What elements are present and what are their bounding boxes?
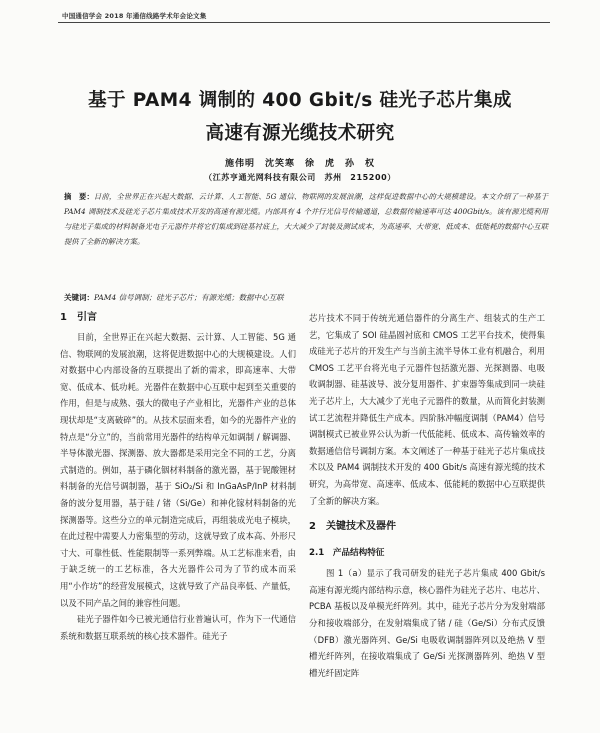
section-1-paragraph-1: 目前，全世界正在兴起大数据、云计算、人工智能、5G 通信、物联网的发展浪潮，这将促进数据中心的大规模建设。人们对数据中心内部设备的互联提出了新的需求，即高速率、大带宽、低成本、低功耗。光器件在数据中心互联中起到至关重要的作用，但是与成熟、强大的微电子产业相比，光器件产业的总体现状却是“支离破碎”的。从技术层面来看，如今的光器件产业的特点是“分立”的，当前常用光器件的结构单元如调制 / 解调器、半导体激光器、探测器、放大器都是采用完全不同的工艺，分离式制造的。例如，基于磷化铟材料制备的激光器，基于铌酸锂材料制备的光信号调制器，基于 SiO₂/Si 和 InGaAsP/InP 材料制备的波分复用器，基于硅 / 锗（Si/Ge）和神化镓材料制备的光探测器等。这些分立的单元制造完成后，再组装成光电子模块，在此过程中需要人力密集型的劳动，这就导致了成本高、外形尺寸大、可靠性低、性能限制等一系列弊端。从工艺标准来看，由于缺乏统一的工艺标准，各大光器件公司为了节约成本而采用“小作坊”的经营发展模式，这就导致了产品良率低、产量低，以及不同产品之间的兼容性问题。 (60, 332, 296, 608)
paper-title-line-2: 高速有源光缆技术研究 (205, 123, 395, 144)
keywords (64, 292, 548, 303)
paper-title-line-1: 基于 PAM4 调制的 400 Gbit/s 硅光子芯片集成 (88, 90, 512, 111)
section-1-paragraph-2: 硅光子器件如今已被光通信行业普遍认可，作为下一代通信系统和数据互联系统的核心技术器件。硅光子 (60, 614, 296, 641)
section-1-paragraph-continued: 芯片技术不同于传统光通信器件的分离生产、组装式的生产工艺，它集成了 SOI 硅晶圆衬底和 CMOS 工艺平台技术，使得集成硅光子芯片的开发生产与当前主流半导体工业有机融合，利用 CMOS 工艺平台将光电子元器件包括激光器、光探测器、电吸收调制器、硅基波导、波分复用器件、扩束器等集成到同一块硅光子芯片上，大大减少了光电子元器件的数量，从而简化封装测试工艺流程并降低生产成本。四阶脉冲幅度调制（PAM4）信号调制模式已被业界公认为新一代低能耗、低成本、高传输效率的数据通信信号调制方案。本文阐述了一种基于硅光子芯片集成技术以及 PAM4 调制技术开发的 400 Gbit/s 高速有源光缆的技术研究，为高带宽、高速率、低成本、低能耗的数据中心互联提供了全新的解决方案。 (309, 313, 545, 506)
abstract-label: 摘 要： (64, 192, 94, 201)
section-2-heading: 2 关键技术及器件 (309, 521, 396, 533)
right-column (309, 310, 545, 681)
abstract-text: 目前，全世界正在兴起大数据、云计算、人工智能、5G 通信、物联网的发展浪潮，这样促进数据中心的大规模建设。本文介绍了一种基于 PAM4 调制技术及硅光子芯片集成技术开发的高速有源光缆。内部具有 4 个并行光信号传输通道，总数据传输速率可达 400Gbit/s。该有源光缆利用与硅光子集成的材料制备光电子元器件并将它们集成到硅基衬底上，大大减少了封装及测试成本，为高速率、大带宽、低成本、低能耗的数据中心互联提供了全新的解决方案。 (64, 192, 548, 246)
left-column (60, 310, 296, 644)
abstract (64, 189, 548, 249)
header-divider (58, 22, 550, 23)
author-affiliation: （江苏亨通光网科技有限公司 苏州 215200） (204, 173, 396, 182)
author-list: 施伟明 沈笑寒 徐 虎 孙 权 (224, 159, 375, 169)
subsection-2-1-heading: 2.1 产品结构特征 (309, 548, 385, 559)
keywords-text: PAM4 信号调制；硅光子芯片；有源光缆；数据中心互联 (94, 293, 284, 302)
section-1-heading: 1 引言 (60, 312, 97, 323)
running-header: 中国通信学会 2018 年通信线路学术年会论文集 (62, 12, 207, 20)
keywords-label: 关键词： (64, 293, 94, 302)
section-2-paragraph-1: 图 1（a）显示了我司研发的硅光子芯片集成 400 Gbit/s 高速有源光缆内部结构示意，核心器件为硅光子芯片、电芯片、PCBA 基板以及单模光纤阵列。其中，硅光子芯片分为发射端部分和接收端部分，在发射端集成了锗 / 硅（Ge/Si）分布式反馈（DFB）激光器阵列、Ge/Si 电吸收调制器阵列以及绝热 V 型槽光纤阵列，在接收端集成了 Ge/Si 光探测器阵列、绝热 V 型槽光纤固定阵 (309, 568, 545, 678)
